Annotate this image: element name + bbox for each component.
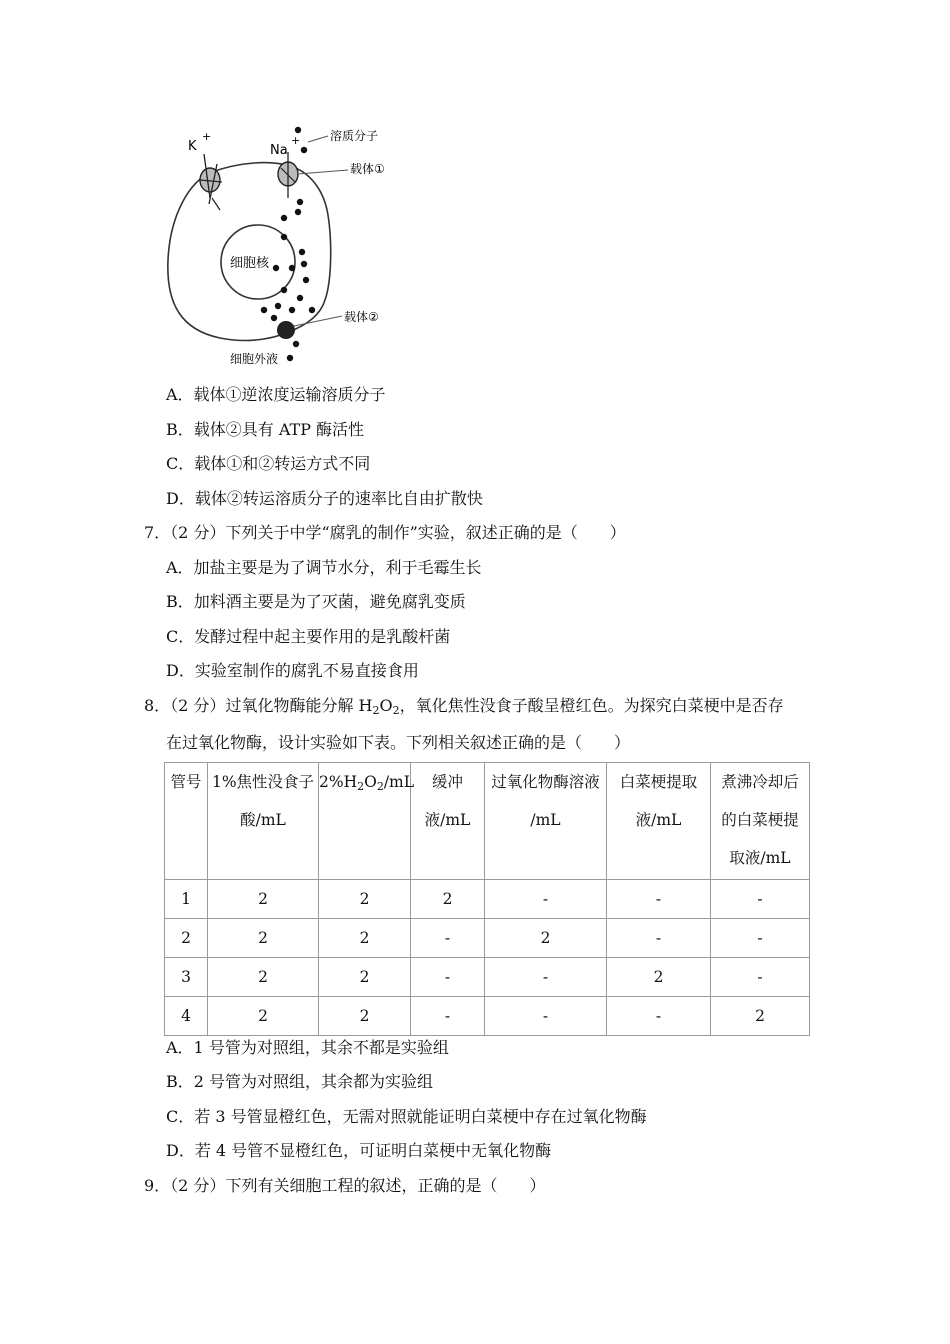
q6-option-c: C．载体①和②转运方式不同 xyxy=(166,454,371,473)
table-cell: - xyxy=(485,958,607,997)
q6-option-a: A．载体①逆浓度运输溶质分子 xyxy=(166,385,386,404)
header-boiled-extract: 煮沸冷却后 的白菜梗提 取液/mL xyxy=(711,763,810,880)
table-cell: - xyxy=(485,880,607,919)
q7-stem: 7．（2 分）下列关于中学“腐乳的制作”实验，叙述正确的是（ ） xyxy=(144,523,626,542)
table-cell: - xyxy=(711,958,810,997)
q8-option-c: C．若 3 号管显橙红色，无需对照就能证明白菜梗中存在过氧化物酶 xyxy=(166,1107,647,1126)
carrier1-label: 载体① xyxy=(350,162,385,176)
nucleus-label: 细胞核 xyxy=(230,256,270,271)
q6-option-b: B．载体②具有 ATP 酶活性 xyxy=(166,420,365,439)
cell-transport-figure xyxy=(160,120,400,375)
q7-option-b: B．加料酒主要是为了灭菌，避免腐乳变质 xyxy=(166,592,466,611)
q8-option-d: D．若 4 号管不显橙红色，可证明白菜梗中无氧化物酶 xyxy=(166,1141,552,1160)
header-tube-number: 管号 xyxy=(165,763,208,880)
table-cell: 3 xyxy=(165,958,208,997)
table-cell: - xyxy=(711,919,810,958)
table-cell: 2 xyxy=(208,919,319,958)
q7-option-c: C．发酵过程中起主要作用的是乳酸杆菌 xyxy=(166,627,451,646)
q8-option-b: B．2 号管为对照组，其余都为实验组 xyxy=(166,1072,434,1091)
table-cell: 2 xyxy=(485,919,607,958)
table-cell: 2 xyxy=(711,997,810,1036)
k-plus: + xyxy=(202,130,212,143)
table-cell: 2 xyxy=(208,958,319,997)
q7-option-a: A．加盐主要是为了调节水分，利于毛霉生长 xyxy=(166,558,482,577)
table-cell: - xyxy=(411,919,485,958)
table-cell: - xyxy=(607,919,711,958)
table-cell: 1 xyxy=(165,880,208,919)
na-label: Na xyxy=(270,143,288,158)
table-cell: - xyxy=(411,997,485,1036)
q8-option-a: A．1 号管为对照组，其余不都是实验组 xyxy=(166,1038,449,1057)
table-cell: - xyxy=(607,997,711,1036)
na-plus: + xyxy=(291,134,301,147)
table-header-row xyxy=(165,763,810,880)
q8-stem-line2: 在过氧化物酶，设计实验如下表。下列相关叙述正确的是（ ） xyxy=(166,733,631,752)
table-cell: 2 xyxy=(208,880,319,919)
carrier-1-icon xyxy=(278,152,348,198)
table-cell: - xyxy=(711,880,810,919)
table-row xyxy=(165,958,810,997)
cell-membrane xyxy=(168,163,331,341)
table-row xyxy=(165,919,810,958)
table-cell: 2 xyxy=(165,919,208,958)
q8-stem-line1: 8．（2 分）过氧化物酶能分解 $H_2O_2$，氧化焦性没食子酸呈橙红色。为探究白菜梗中是否存 xyxy=(144,696,784,717)
k-label: K xyxy=(188,139,197,154)
table-cell: 2 xyxy=(607,958,711,997)
table-cell: 2 xyxy=(319,880,411,919)
carrier-2-icon xyxy=(277,316,342,339)
header-h2o2: $2\%H_2O_2/mL$ xyxy=(319,763,411,880)
table-row xyxy=(165,880,810,919)
table-cell: 2 xyxy=(319,919,411,958)
q7-option-d: D．实验室制作的腐乳不易直接食用 xyxy=(166,661,419,680)
header-pyrogallol: 1%焦性没食子 酸/mL xyxy=(208,763,319,880)
solute-label: 溶质分子 xyxy=(330,129,379,143)
header-buffer: 缓冲 液/mL xyxy=(411,763,485,880)
table-cell: - xyxy=(607,880,711,919)
table-cell: 2 xyxy=(411,880,485,919)
header-cabbage-extract: 白菜梗提取 液/mL xyxy=(607,763,711,880)
table-cell: 2 xyxy=(319,997,411,1036)
experiment-table xyxy=(164,762,810,1036)
table-cell: 2 xyxy=(208,997,319,1036)
carrier2-label: 载体② xyxy=(344,310,379,324)
table-cell: 2 xyxy=(319,958,411,997)
table-cell: - xyxy=(411,958,485,997)
k-carrier-icon xyxy=(200,154,222,210)
table-cell: - xyxy=(485,997,607,1036)
table-cell: 4 xyxy=(165,997,208,1036)
header-peroxidase: 过氧化物酶溶液 /mL xyxy=(485,763,607,880)
extracellular-label: 细胞外液 xyxy=(230,352,279,366)
table-row xyxy=(165,997,810,1036)
q9-stem: 9．（2 分）下列有关细胞工程的叙述，正确的是（ ） xyxy=(144,1176,546,1195)
q6-option-d: D．载体②转运溶质分子的速率比自由扩散快 xyxy=(166,489,483,508)
